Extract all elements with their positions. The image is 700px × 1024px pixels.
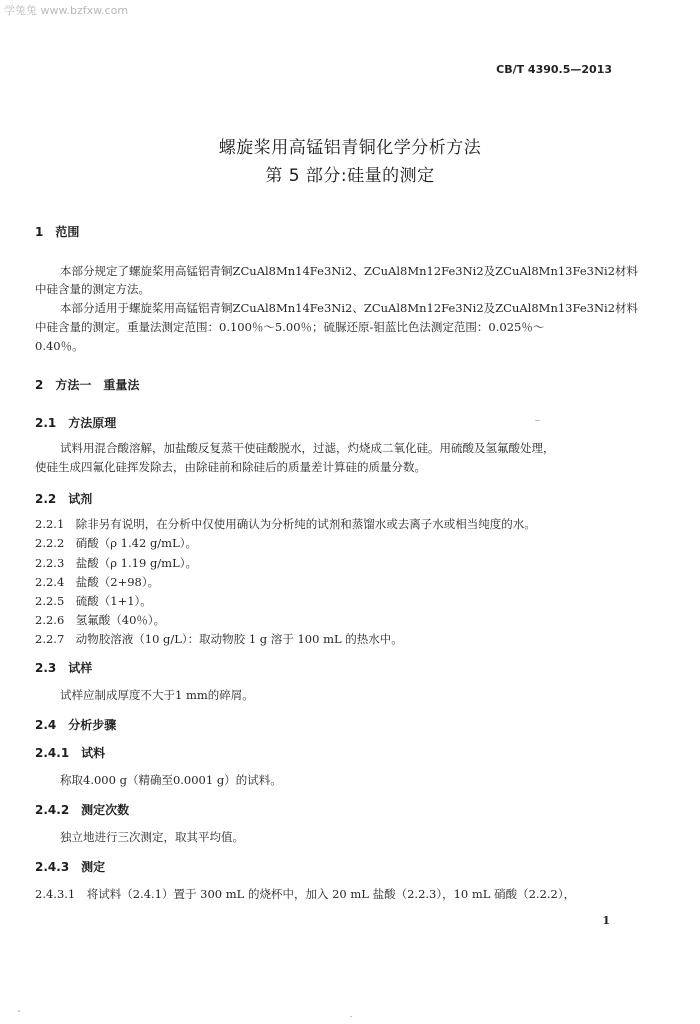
section-2-2-heading: 2.2 试剂 [35,492,93,506]
reagent-item: 2.2.7 动物胶溶液（10 g/L）：取动物胶 1 g 溶于 100 mL 的热水中。 [35,632,403,646]
reagent-item: 2.2.1 除非另有说明，在分析中仅使用确认为分析纯的试剂和蒸馏水或去离子水或相当纯度的水。 [35,517,536,531]
section-2-3-heading: 2.3 试样 [35,661,93,675]
page-number: 1 [602,914,610,927]
scan-speck [535,420,540,421]
section-1-paragraph-1: 本部分规定了螺旋桨用高锰铝青铜ZCuAl8Mn14Fe3Ni2、ZCuAl8Mn12Fe3Ni2及ZCuAl8Mn13Fe3Ni2材料 [60,264,639,278]
reagent-item: 2.2.3 盐酸（ρ 1.19 g/mL）。 [35,556,197,570]
section-2-4-2-text: 独立地进行三次测定，取其平均值。 [60,830,244,844]
reagent-item: 2.2.2 硝酸（ρ 1.42 g/mL）。 [35,536,197,550]
reagent-item: 2.2.5 硫酸（1+1）。 [35,594,152,608]
section-1-paragraph-2: 本部分适用于螺旋桨用高锰铝青铜ZCuAl8Mn14Fe3Ni2、ZCuAl8Mn12Fe3Ni2及ZCuAl8Mn13Fe3Ni2材料 [60,301,639,315]
document-subtitle: 第 5 部分:硅量的测定 [265,166,435,186]
section-2-4-1-text: 称取4.000 g（精确至0.0001 g）的试料。 [60,773,282,787]
section-2-4-3-1-text: 2.4.3.1 将试料（2.4.1）置于 300 mL 的烧杯中，加入 20 mL 盐酸（2.2.3），10 mL 硝酸（2.2.2）， [35,887,576,901]
reagent-item: 2.2.6 氢氟酸（40％）。 [35,613,166,627]
reagent-item: 2.2.4 盐酸（2+98）。 [35,575,160,589]
section-2-3-text: 试样应制成厚度不大于1 mm的碎屑。 [60,688,254,702]
section-1-paragraph-1: 中硅含量的测定方法。 [35,282,150,296]
standard-code: CB/T 4390.5—2013 [496,63,612,76]
section-1-heading: 1 范围 [35,225,80,239]
section-2-1-heading: 2.1 方法原理 [35,416,117,430]
section-2-4-1-heading: 2.4.1 试料 [35,746,106,760]
watermark: 学兔兔 www.bzfxw.com [4,4,129,17]
section-2-1-text: 试料用混合酸溶解，加盐酸反复蒸干使硅酸脱水，过滤，灼烧成二氧化硅。用硫酸及氢氟酸处理， [60,441,555,455]
scan-speck [18,1010,20,1012]
section-1-paragraph-2: 中硅含量的测定。重量法测定范围：0.100％～5.00％；硫脲还原-钼蓝比色法测定范围：0.025％～ [35,320,545,334]
section-1-paragraph-2: 0.40％。 [35,339,84,353]
section-2-4-3-heading: 2.4.3 测定 [35,860,106,874]
section-2-1-text: 使硅生成四氟化硅挥发除去，由除硅前和除硅后的质量差计算硅的质量分数。 [35,460,426,474]
section-2-4-heading: 2.4 分析步骤 [35,718,117,732]
section-2-4-2-heading: 2.4.2 测定次数 [35,803,130,817]
document-title: 螺旋桨用高锰铝青铜化学分析方法 [218,138,482,158]
section-2-heading: 2 方法一 重量法 [35,378,140,392]
scan-speck [350,1016,352,1017]
